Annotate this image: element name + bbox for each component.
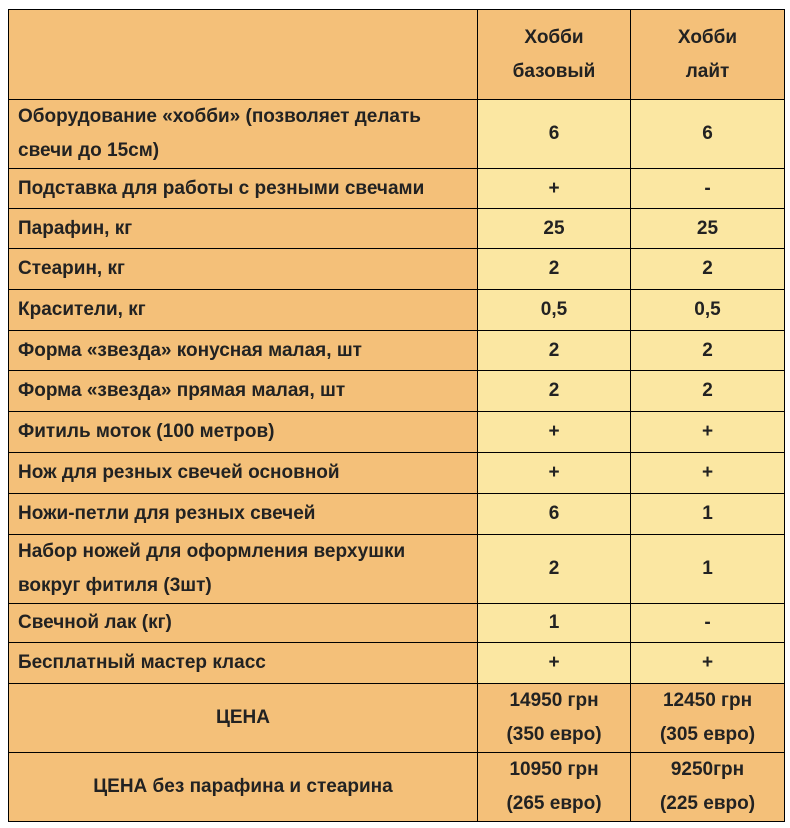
header-lite-line1: Хобби — [677, 26, 738, 48]
table-row — [9, 535, 785, 604]
price-lite — [631, 753, 785, 822]
table-row — [9, 604, 785, 643]
row-basic-value: 0,5 — [478, 290, 631, 331]
row-label: Стеарин, кг — [9, 249, 478, 290]
price-basic — [478, 753, 631, 822]
row-basic-value: 2 — [478, 371, 631, 412]
row-label: Красители, кг — [9, 290, 478, 331]
row-lite-value: 1 — [631, 494, 785, 535]
table-row — [9, 169, 785, 209]
price-lite-uah: 12450 грн — [662, 690, 753, 711]
table-row — [9, 290, 785, 331]
row-lite-value: 6 — [631, 100, 785, 169]
header-basic — [478, 10, 631, 100]
price-basic-eur: (265 евро) — [506, 793, 602, 814]
price-basic-uah: 14950 грн — [509, 690, 599, 711]
comparison-table — [8, 9, 785, 822]
row-label-line2: свечи до 15см) — [18, 140, 160, 161]
row-lite-value: 1 — [631, 535, 785, 604]
row-basic-value: 1 — [478, 604, 631, 643]
row-label: Ножи-петли для резных свечей — [9, 494, 478, 535]
table-row — [9, 494, 785, 535]
price-row — [9, 684, 785, 753]
row-lite-value: 25 — [631, 209, 785, 249]
row-label: Фитиль моток (100 метров) — [9, 412, 478, 453]
table-row — [9, 100, 785, 169]
row-label — [9, 535, 478, 604]
price-basic-eur: (350 евро) — [506, 724, 602, 745]
price-label: ЦЕНА — [9, 684, 478, 753]
header-empty-cell — [9, 10, 478, 100]
row-label-line1: Набор ножей для оформления верхушки — [18, 541, 406, 562]
price-lite-eur: (225 евро) — [659, 793, 756, 814]
row-lite-value: 2 — [631, 331, 785, 371]
price-lite-uah: 9250грн — [670, 759, 745, 780]
row-lite-value: 2 — [631, 249, 785, 290]
row-lite-value: + — [631, 643, 785, 684]
row-basic-value: 2 — [478, 331, 631, 371]
row-lite-value: - — [631, 169, 785, 209]
table-row — [9, 412, 785, 453]
row-basic-value: + — [478, 643, 631, 684]
row-label: Бесплатный мастер класс — [9, 643, 478, 684]
row-label: Нож для резных свечей основной — [9, 453, 478, 494]
row-basic-value: + — [478, 412, 631, 453]
price-row — [9, 753, 785, 822]
header-row — [9, 10, 785, 100]
comparison-table-wrapper — [8, 9, 784, 822]
row-label: Подставка для работы с резными свечами — [9, 169, 478, 209]
header-basic-line2: базовый — [512, 60, 596, 82]
row-label: Парафин, кг — [9, 209, 478, 249]
row-label-line1: Оборудование «хобби» (позволяет делать — [18, 106, 421, 127]
row-label: Форма «звезда» конусная малая, шт — [9, 331, 478, 371]
row-lite-value: 2 — [631, 371, 785, 412]
row-basic-value: 6 — [478, 100, 631, 169]
row-lite-value: 0,5 — [631, 290, 785, 331]
table-row — [9, 331, 785, 371]
header-basic-line1: Хобби — [524, 26, 584, 48]
table-row — [9, 643, 785, 684]
table-row — [9, 209, 785, 249]
row-basic-value: 2 — [478, 249, 631, 290]
row-basic-value: 25 — [478, 209, 631, 249]
price-lite — [631, 684, 785, 753]
row-lite-value: - — [631, 604, 785, 643]
row-basic-value: + — [478, 453, 631, 494]
table-row — [9, 453, 785, 494]
row-label: Свечной лак (кг) — [9, 604, 478, 643]
price-label: ЦЕНА без парафина и стеарина — [9, 753, 478, 822]
row-label — [9, 100, 478, 169]
row-basic-value: + — [478, 169, 631, 209]
table-row — [9, 371, 785, 412]
row-label: Форма «звезда» прямая малая, шт — [9, 371, 478, 412]
price-basic-uah: 10950 грн — [509, 759, 599, 780]
row-basic-value: 2 — [478, 535, 631, 604]
price-basic — [478, 684, 631, 753]
header-lite-line2: лайт — [685, 60, 730, 82]
row-label-line2: вокруг фитиля (3шт) — [18, 575, 212, 596]
header-lite — [631, 10, 785, 100]
row-lite-value: + — [631, 453, 785, 494]
table-row — [9, 249, 785, 290]
row-basic-value: 6 — [478, 494, 631, 535]
row-lite-value: + — [631, 412, 785, 453]
price-lite-eur: (305 евро) — [659, 724, 756, 745]
